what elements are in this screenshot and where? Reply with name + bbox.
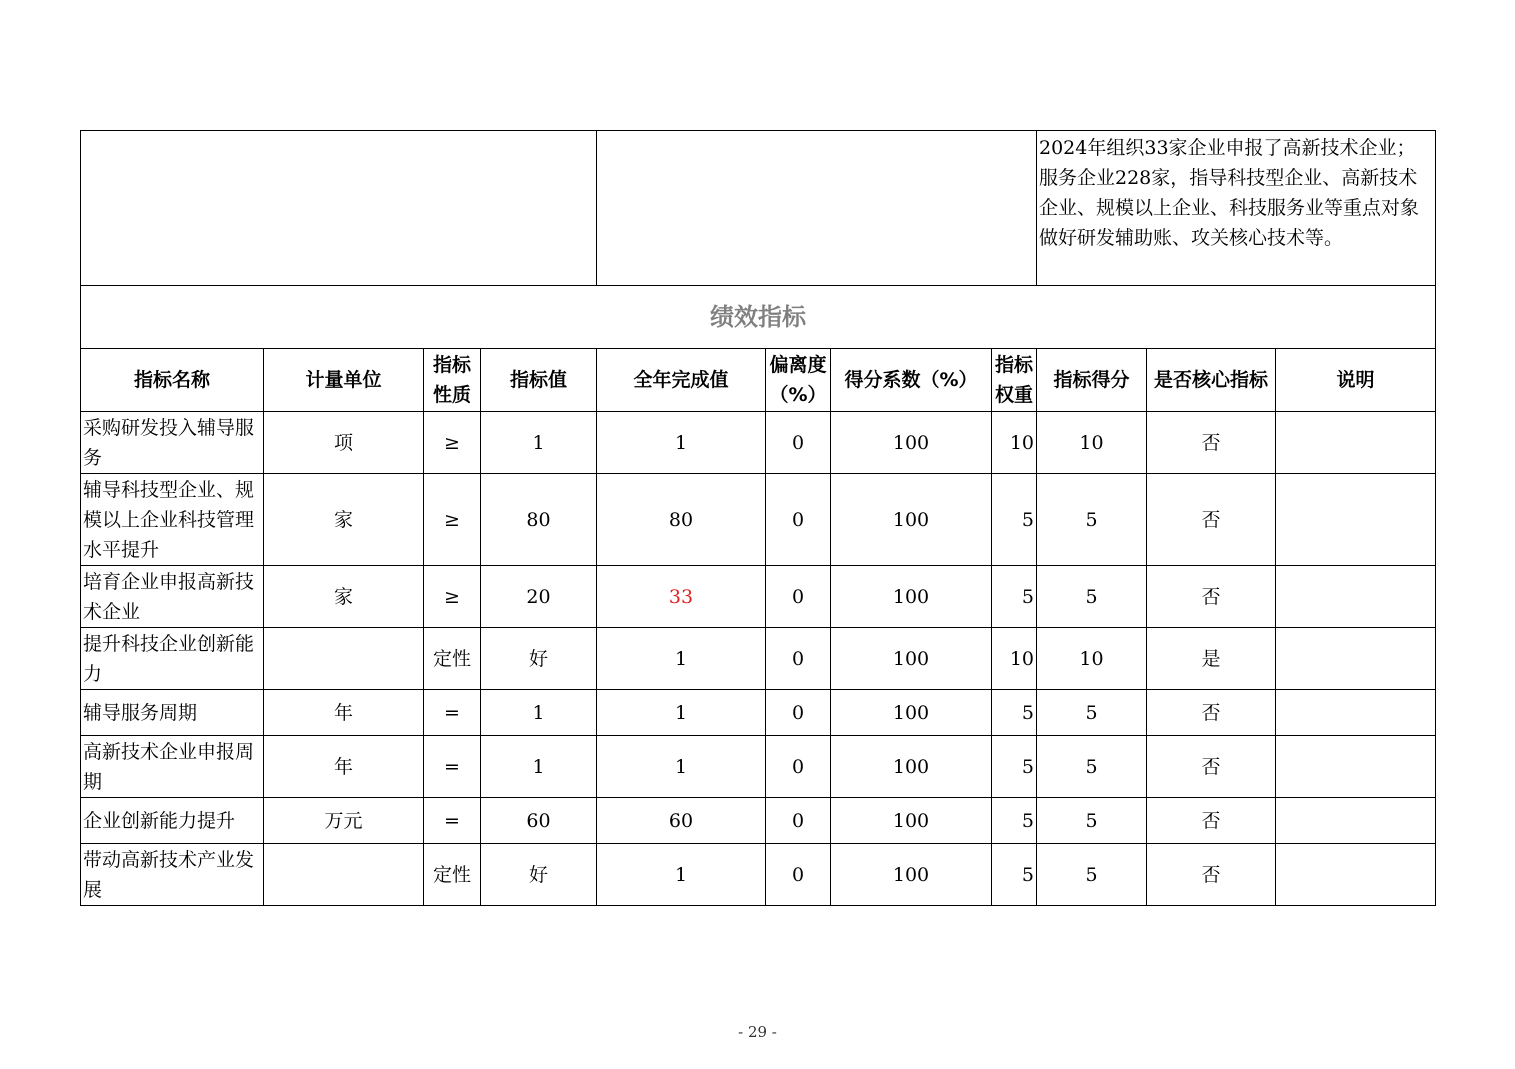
cell-score-coefficient: 100 [831,412,992,474]
table-row [81,474,1436,566]
empty-cell-left [81,131,597,286]
cell-indicator-name: 辅导服务周期 [81,690,264,736]
cell-indicator-name: 提升科技企业创新能力 [81,628,264,690]
cell-unit [264,628,424,690]
cell-core-indicator: 否 [1147,844,1276,906]
cell-indicator-name: 培育企业申报高新技术企业 [81,566,264,628]
cell-nature: 定性 [424,628,481,690]
cell-score-coefficient: 100 [831,736,992,798]
cell-score: 5 [1037,736,1147,798]
header-nature: 指标性质 [424,349,481,412]
cell-actual-value: 33 [597,566,766,628]
cell-note [1276,474,1436,566]
cell-deviation: 0 [766,736,831,798]
cell-score-coefficient: 100 [831,798,992,844]
header-name: 指标名称 [81,349,264,412]
table-row [81,566,1436,628]
header-core: 是否核心指标 [1147,349,1276,412]
cell-deviation: 0 [766,566,831,628]
page-number: - 29 - [738,1023,777,1041]
cell-nature: ≥ [424,566,481,628]
cell-score-coefficient: 100 [831,566,992,628]
table-row [81,412,1436,474]
cell-weight: 5 [992,690,1037,736]
cell-note [1276,690,1436,736]
cell-unit: 项 [264,412,424,474]
cell-target-value: 1 [481,412,597,474]
cell-target-value: 60 [481,798,597,844]
cell-core-indicator: 否 [1147,798,1276,844]
cell-indicator-name: 带动高新技术产业发展 [81,844,264,906]
cell-note [1276,844,1436,906]
cell-deviation: 0 [766,798,831,844]
cell-actual-value: 1 [597,736,766,798]
cell-score: 10 [1037,412,1147,474]
cell-unit: 万元 [264,798,424,844]
cell-weight: 10 [992,628,1037,690]
section-title: 绩效指标 [81,286,1436,349]
cell-deviation: 0 [766,474,831,566]
cell-actual-value: 1 [597,628,766,690]
cell-score: 5 [1037,798,1147,844]
cell-actual-value: 1 [597,412,766,474]
cell-core-indicator: 否 [1147,474,1276,566]
cell-note [1276,412,1436,474]
cell-target-value: 1 [481,736,597,798]
cell-note [1276,736,1436,798]
cell-weight: 5 [992,844,1037,906]
cell-note [1276,798,1436,844]
cell-core-indicator: 否 [1147,412,1276,474]
cell-core-indicator: 否 [1147,736,1276,798]
cell-weight: 5 [992,474,1037,566]
header-target: 指标值 [481,349,597,412]
header-deviation: 偏离度（%） [766,349,831,412]
cell-score: 5 [1037,566,1147,628]
cell-weight: 5 [992,798,1037,844]
performance-table [80,130,1436,906]
cell-unit: 年 [264,690,424,736]
cell-score-coefficient: 100 [831,628,992,690]
cell-indicator-name: 高新技术企业申报周期 [81,736,264,798]
cell-target-value: 20 [481,566,597,628]
section-title-row [81,286,1436,349]
cell-score-coefficient: 100 [831,474,992,566]
cell-indicator-name: 辅导科技型企业、规模以上企业科技管理水平提升 [81,474,264,566]
header-row [81,349,1436,412]
cell-core-indicator: 否 [1147,566,1276,628]
cell-indicator-name: 企业创新能力提升 [81,798,264,844]
cell-unit: 家 [264,474,424,566]
cell-core-indicator: 是 [1147,628,1276,690]
cell-nature: = [424,736,481,798]
header-score: 指标得分 [1037,349,1147,412]
cell-note [1276,628,1436,690]
cell-note [1276,566,1436,628]
cell-actual-value: 60 [597,798,766,844]
description-row [81,131,1436,286]
cell-score: 10 [1037,628,1147,690]
cell-score: 5 [1037,844,1147,906]
cell-deviation: 0 [766,412,831,474]
cell-nature: ≥ [424,474,481,566]
cell-score-coefficient: 100 [831,844,992,906]
header-coef: 得分系数（%） [831,349,992,412]
cell-core-indicator: 否 [1147,690,1276,736]
cell-weight: 5 [992,736,1037,798]
cell-deviation: 0 [766,628,831,690]
header-actual: 全年完成值 [597,349,766,412]
header-weight: 指标权重 [992,349,1037,412]
cell-nature: = [424,798,481,844]
empty-cell-middle [597,131,1037,286]
description-cell: 2024年组织33家企业申报了高新技术企业；服务企业228家，指导科技型企业、高新技术企业、规模以上企业、科技服务业等重点对象做好研发辅助账、攻关核心技术等。 [1037,131,1436,286]
cell-target-value: 好 [481,844,597,906]
table-row [81,628,1436,690]
cell-target-value: 1 [481,690,597,736]
cell-weight: 10 [992,412,1037,474]
table-row [81,798,1436,844]
cell-actual-value: 1 [597,690,766,736]
table-row [81,736,1436,798]
cell-nature: ≥ [424,412,481,474]
cell-score: 5 [1037,474,1147,566]
cell-score-coefficient: 100 [831,690,992,736]
header-note: 说明 [1276,349,1436,412]
cell-target-value: 80 [481,474,597,566]
cell-deviation: 0 [766,690,831,736]
cell-unit [264,844,424,906]
cell-actual-value: 1 [597,844,766,906]
cell-nature: = [424,690,481,736]
cell-nature: 定性 [424,844,481,906]
cell-actual-value: 80 [597,474,766,566]
table-row [81,690,1436,736]
cell-deviation: 0 [766,844,831,906]
cell-weight: 5 [992,566,1037,628]
table-row [81,844,1436,906]
cell-score: 5 [1037,690,1147,736]
header-unit: 计量单位 [264,349,424,412]
cell-indicator-name: 采购研发投入辅导服务 [81,412,264,474]
cell-target-value: 好 [481,628,597,690]
cell-unit: 家 [264,566,424,628]
cell-unit: 年 [264,736,424,798]
